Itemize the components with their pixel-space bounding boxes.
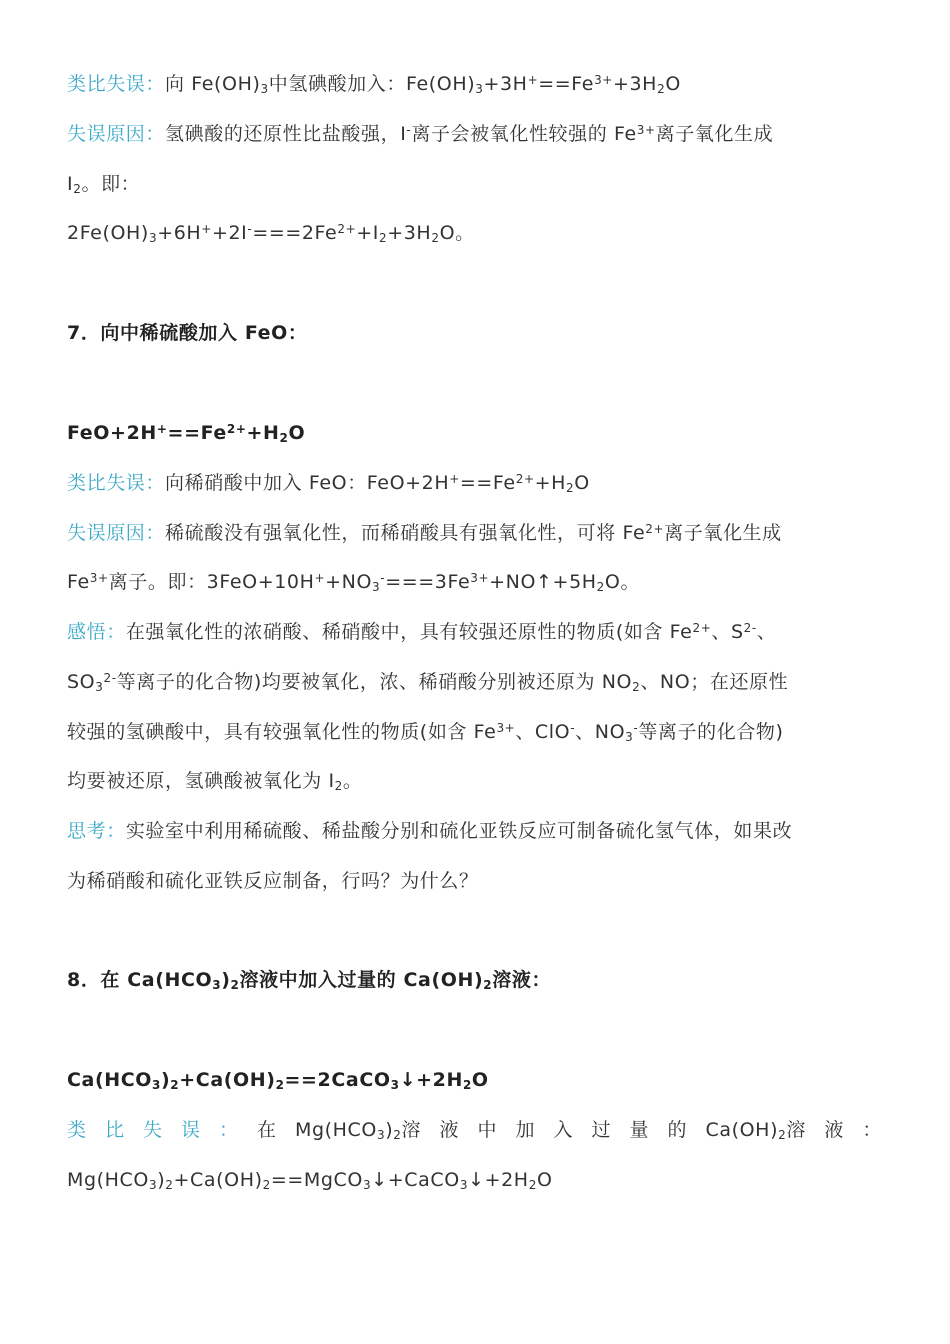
- equation-line: $Mg(HCO_3)_2+Ca(OH)_2==MgCO_3↓+CaCO_3↓+2H_2O$: [67, 1169, 553, 1192]
- analogy-error-label: 类比失误：: [67, 73, 166, 95]
- analogy-error-label: 类比失误：: [67, 472, 166, 494]
- analogy-error-line: 类比失误：向稀硝酸中加入 FeO：$FeO+2H^+==Fe^{2+}+H_2O$: [67, 472, 590, 495]
- insight-line: 感悟：在强氧化性的浓硝酸、稀硝酸中，具有较强还原性的物质(如含 $Fe^{2+}$、$S^{2-}$、: [67, 621, 777, 643]
- text-line: $I_2$。即：: [67, 173, 141, 196]
- error-reason-label: 失误原因：: [67, 522, 166, 544]
- error-reason-line: 失误原因：氢碘酸的还原性比盐酸强，I-离子会被氧化性较强的 $Fe^{3+}$离子氧化生成: [67, 123, 774, 145]
- section-heading-7: 7．向中稀硫酸加入 FeO：: [67, 322, 308, 344]
- thinking-line: 思考：实验室中利用稀硫酸、稀盐酸分别和硫化亚铁反应可制备硫化氢气体，如果改: [67, 820, 793, 842]
- main-equation-8: $Ca(HCO_3)_2+Ca(OH)_2==2CaCO_3↓+2H_2O$: [67, 1069, 489, 1092]
- text-line: 均要被还原，氢碘酸被氧化为 $I_2$。: [67, 770, 363, 793]
- error-reason-label: 失误原因：: [67, 123, 166, 145]
- analogy-error-line: 类 比 失 误 ： 在 $Mg(HCO_3)_2$溶 液 中 加 入 过 量 的 $Ca(OH)_2$溶 液 ：: [67, 1119, 882, 1142]
- text-line: $Fe^{3+}$离子。即：$3FeO+10H^++NO_3^-===3Fe^{3+}+NO↑+5H_2O$。: [67, 571, 641, 594]
- text-line: 较强的氢碘酸中，具有较强氧化性的物质(如含 $Fe^{3+}$、ClO-、$NO_3^-$等离子的化合物): [67, 721, 784, 744]
- section-heading-8: 8．在 $Ca(HCO_3)_2$溶液中加入过量的 $Ca(OH)_2$溶液：: [67, 969, 552, 992]
- analogy-error-line: 类比失误：向 $Fe(OH)_3$中氢碘酸加入：$Fe(OH)_3+3H^+==Fe^{3+}+3H_2O$: [67, 73, 681, 96]
- thinking-label: 思考：: [67, 820, 126, 842]
- main-equation-7: $FeO+2H^+==Fe^{2+}+H_2O$: [67, 422, 306, 445]
- text-line: 为稀硝酸和硫化亚铁反应制备，行吗？为什么？: [67, 870, 479, 892]
- insight-label: 感悟：: [67, 621, 126, 643]
- text-line: $SO_3^{2-}$等离子的化合物)均要被氧化，浓、稀硝酸分别被还原为 $NO_2$、NO；在还原性: [67, 671, 789, 694]
- error-reason-line: 失误原因：稀硫酸没有强氧化性，而稀硝酸具有强氧化性，可将 $Fe^{2+}$离子氧化生成: [67, 522, 782, 544]
- equation-line: $2Fe(OH)_3+6H^++2I^-===2Fe^{2+}+I_2+3H_2O$。: [67, 222, 475, 245]
